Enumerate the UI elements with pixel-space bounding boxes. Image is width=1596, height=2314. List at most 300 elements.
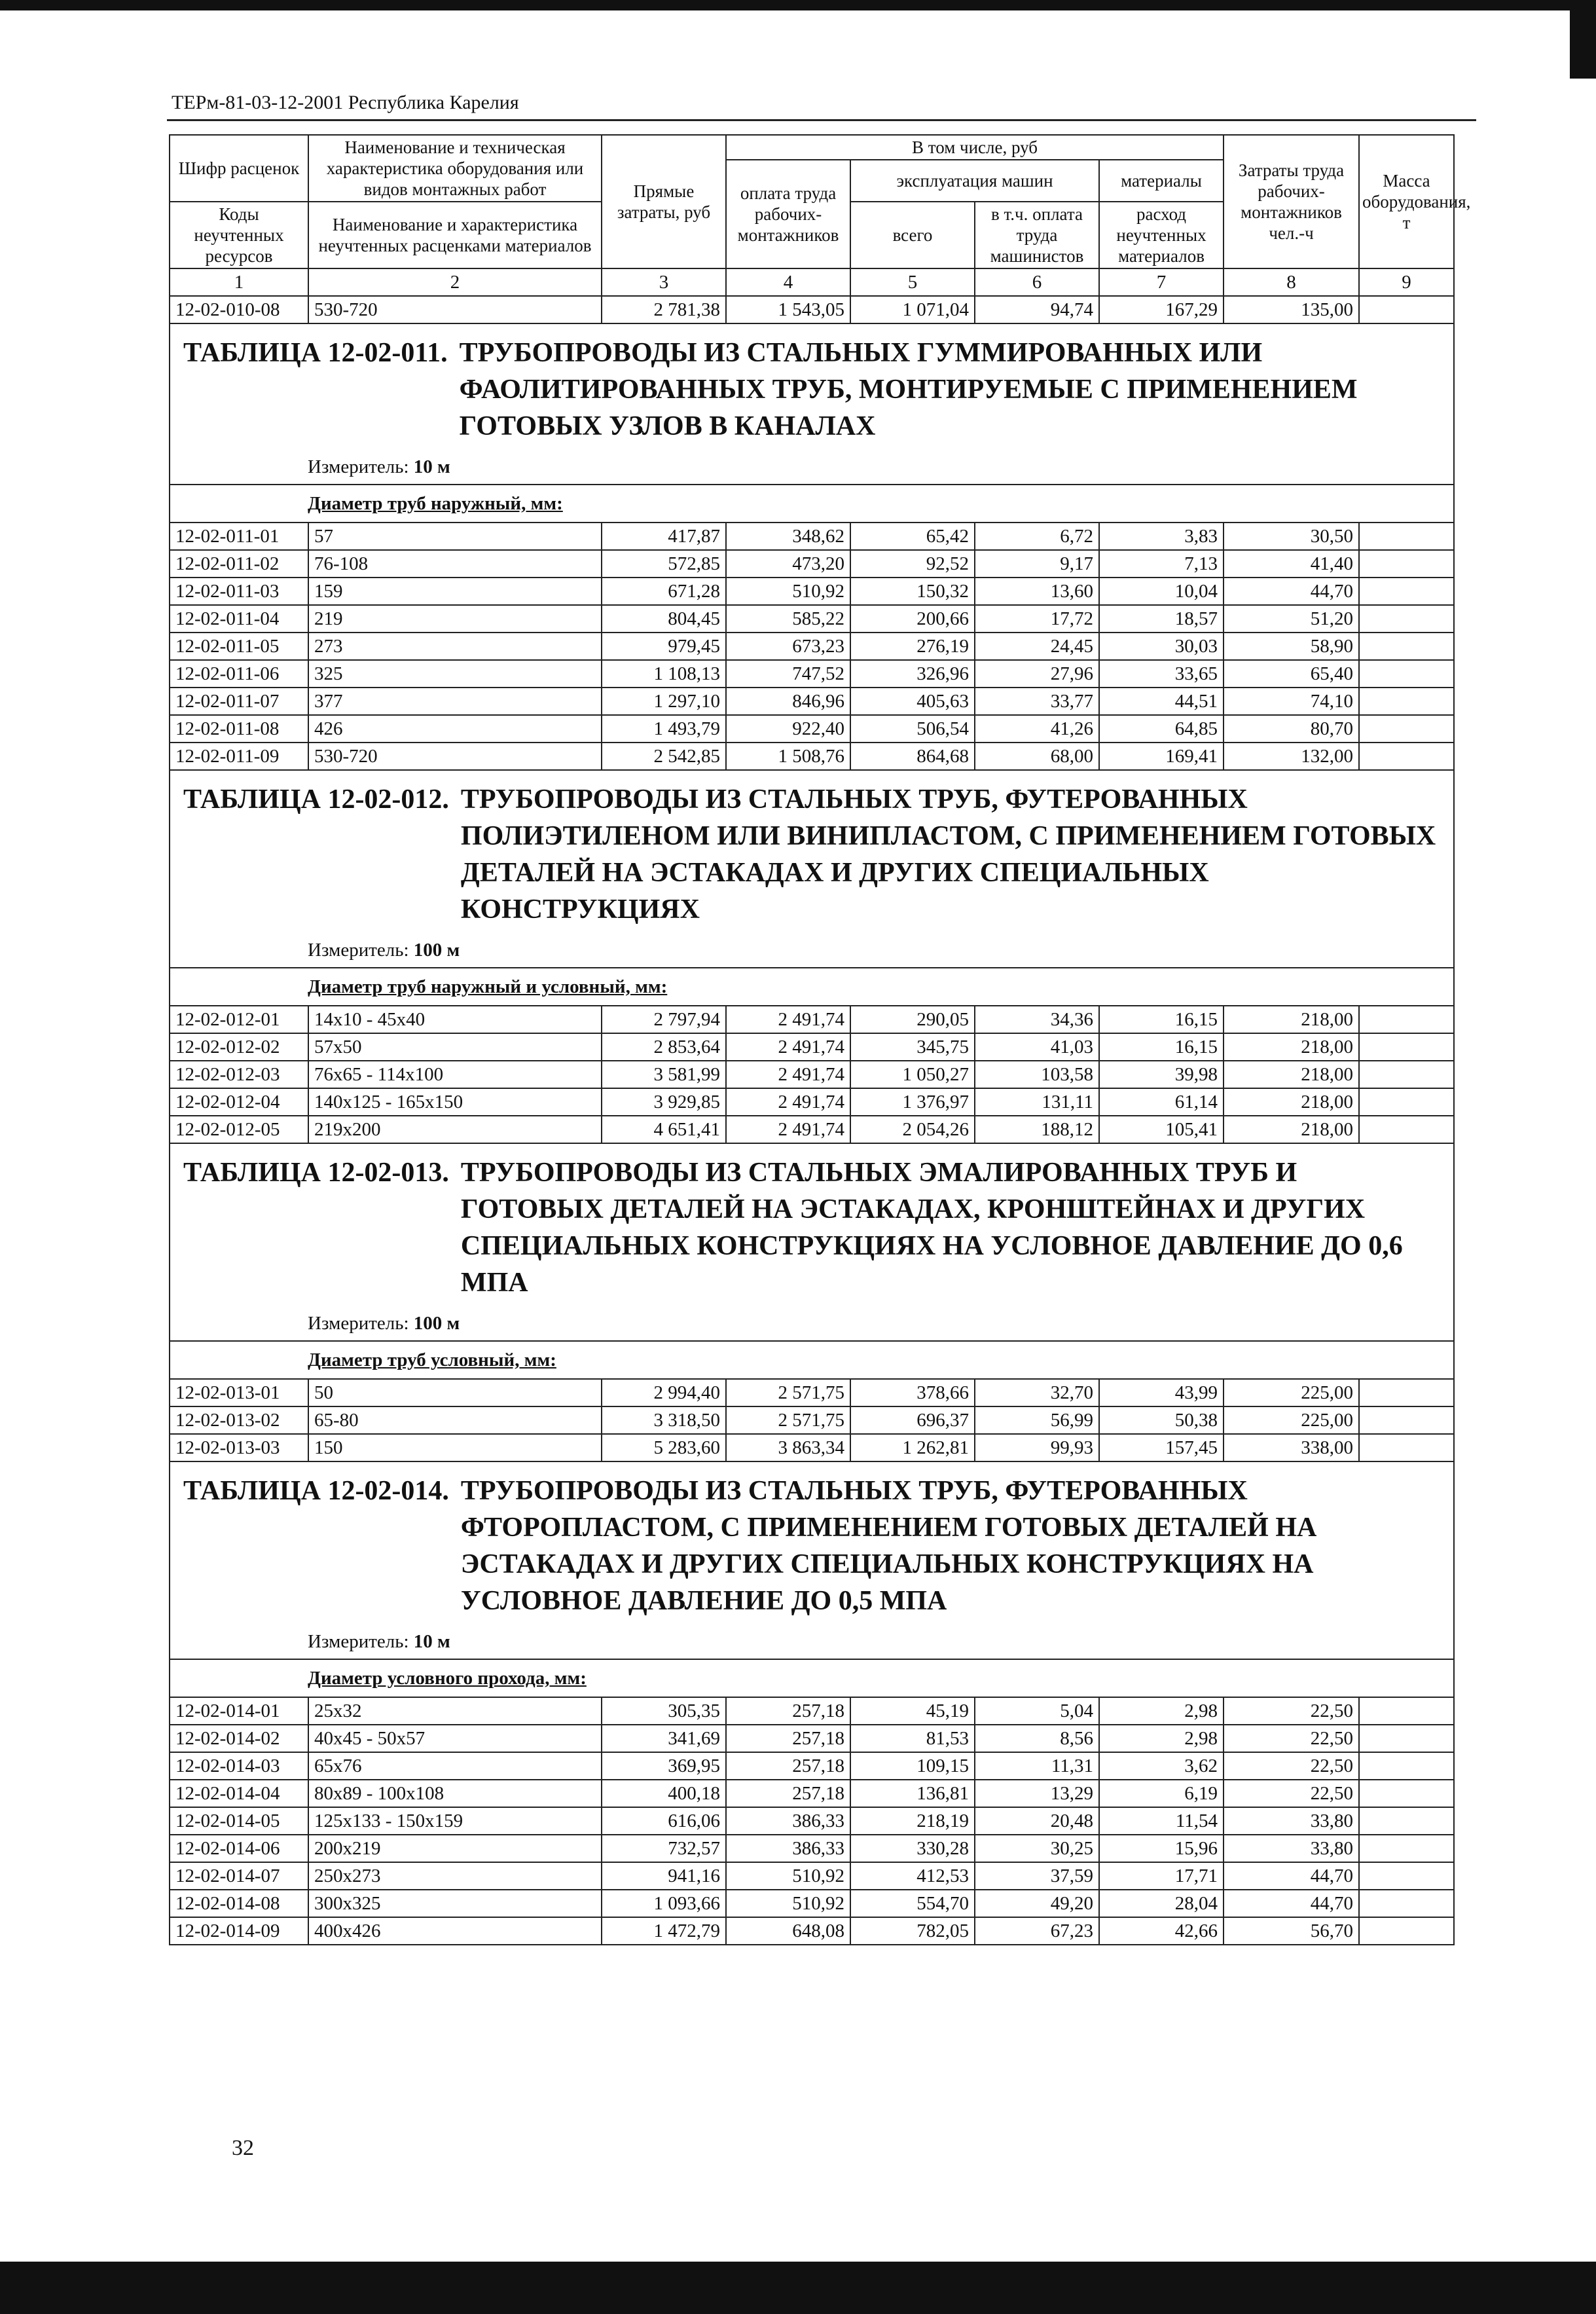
wages-value: 648,08 [726,1917,850,1945]
direct-costs-value: 572,85 [602,550,726,578]
item-name: 25x32 [308,1697,602,1725]
labour-value: 22,50 [1224,1752,1359,1780]
direct-costs-value: 1 493,79 [602,715,726,743]
direct-costs-value: 804,45 [602,605,726,633]
machinists-value: 56,99 [975,1406,1099,1434]
measure-row [170,450,1454,485]
machines-value: 1 376,97 [850,1088,975,1116]
wages-value: 3 863,34 [726,1434,850,1461]
diameter-subheader [170,968,1454,1006]
labour-value: 33,80 [1224,1807,1359,1835]
measure [170,450,1454,485]
diameter-subheader-text: Диаметр труб наружный и условный, мм: [308,976,668,997]
mass-value [1359,550,1454,578]
rate-code: 12-02-011-09 [170,743,308,770]
wages-value: 2 491,74 [726,1116,850,1143]
machinists-value: 131,11 [975,1088,1099,1116]
item-name: 40x45 - 50x57 [308,1725,602,1752]
direct-costs-value: 5 283,60 [602,1434,726,1461]
rate-code: 12-02-014-01 [170,1697,308,1725]
mass-value [1359,296,1454,323]
rate-code: 12-02-014-04 [170,1780,308,1807]
labour-value: 41,40 [1224,550,1359,578]
mass-value [1359,1406,1454,1434]
machines-value: 1 071,04 [850,296,975,323]
header-material-use: расход неучтенных материалов [1099,202,1224,268]
materials-value: 3,83 [1099,523,1224,550]
wages-value: 1 543,05 [726,296,850,323]
wages-value: 1 508,76 [726,743,850,770]
table-code: ТАБЛИЦА 12-02-011. [183,338,448,368]
table-row [170,1835,1454,1862]
labour-value: 33,80 [1224,1835,1359,1862]
labour-value: 218,00 [1224,1061,1359,1088]
measure-row [170,1625,1454,1659]
rate-code: 12-02-014-05 [170,1807,308,1835]
subheader-row [170,968,1454,1006]
rate-code: 12-02-011-04 [170,605,308,633]
subheader-row [170,1341,1454,1379]
machines-value: 109,15 [850,1752,975,1780]
table-title [170,1461,1454,1625]
item-name: 400x426 [308,1917,602,1945]
item-name: 14x10 - 45x40 [308,1006,602,1033]
table-title-text [183,1473,1440,1619]
direct-costs-value: 3 318,50 [602,1406,726,1434]
machinists-value: 17,72 [975,605,1099,633]
mass-value [1359,1434,1454,1461]
machines-value: 81,53 [850,1725,975,1752]
rates-table [169,134,1471,1945]
table-code: ТАБЛИЦА 12-02-013. [183,1158,449,1188]
measure-label: Измеритель: [308,940,409,961]
table-title-row [170,323,1454,450]
mass-value [1359,715,1454,743]
diameter-subheader-text: Диаметр труб наружный, мм: [308,493,563,514]
item-name: 530-720 [308,296,602,323]
machines-value: 345,75 [850,1033,975,1061]
header-code: Шифр расценок [170,135,308,202]
labour-value: 44,70 [1224,1890,1359,1917]
table-name: ТРУБОПРОВОДЫ ИЗ СТАЛЬНЫХ ТРУБ, ФУТЕРОВАННЫХ ПОЛИЭТИЛЕНОМ ИЛИ ВИНИПЛАСТОМ, С ПРИМЕНЕНИЕМ ГОТОВЫХ ДЕТАЛЕЙ НА ЭСТАКАДАХ И ДРУГИХ СПЕЦИАЛЬНЫХ КОНСТРУКЦИЯХ [460,784,1436,925]
item-name: 300x325 [308,1890,602,1917]
machinists-value: 13,60 [975,578,1099,605]
table-row [170,1379,1454,1406]
wages-value: 2 491,74 [726,1061,850,1088]
machinists-value: 27,96 [975,660,1099,688]
machines-value: 412,53 [850,1862,975,1890]
labour-value: 56,70 [1224,1917,1359,1945]
machines-value: 290,05 [850,1006,975,1033]
item-name: 250x273 [308,1862,602,1890]
direct-costs-value: 417,87 [602,523,726,550]
machines-value: 864,68 [850,743,975,770]
item-name: 65x76 [308,1752,602,1780]
mass-value [1359,1835,1454,1862]
item-name: 219 [308,605,602,633]
table-row [170,605,1454,633]
measure-row [170,1306,1454,1341]
machines-value: 1 262,81 [850,1434,975,1461]
wages-value: 257,18 [726,1725,850,1752]
labour-value: 22,50 [1224,1725,1359,1752]
direct-costs-value: 1 108,13 [602,660,726,688]
materials-value: 28,04 [1099,1890,1224,1917]
wages-value: 257,18 [726,1697,850,1725]
direct-costs-value: 2 994,40 [602,1379,726,1406]
item-name: 426 [308,715,602,743]
rate-code: 12-02-012-04 [170,1088,308,1116]
rate-code: 12-02-013-01 [170,1379,308,1406]
table-row [170,1406,1454,1434]
rate-code: 12-02-014-07 [170,1862,308,1890]
table-row [170,715,1454,743]
wages-value: 510,92 [726,578,850,605]
column-number: 4 [726,268,850,296]
machinists-value: 41,26 [975,715,1099,743]
mass-value [1359,660,1454,688]
table-row [170,578,1454,605]
wages-value: 2 491,74 [726,1088,850,1116]
wages-value: 846,96 [726,688,850,715]
wages-value: 473,20 [726,550,850,578]
machinists-value: 20,48 [975,1807,1099,1835]
materials-value: 169,41 [1099,743,1224,770]
header-labour: Затраты труда рабочих-монтажников чел.-ч [1224,135,1359,268]
mass-value [1359,523,1454,550]
materials-value: 6,19 [1099,1780,1224,1807]
item-name: 57x50 [308,1033,602,1061]
materials-value: 39,98 [1099,1061,1224,1088]
table-row [170,1890,1454,1917]
rate-code: 12-02-011-08 [170,715,308,743]
table-row [170,1752,1454,1780]
item-name: 325 [308,660,602,688]
materials-value: 44,51 [1099,688,1224,715]
wages-value: 2 571,75 [726,1406,850,1434]
table-row [170,633,1454,660]
header-rule [167,119,1476,121]
measure-value: 10 м [413,1631,450,1652]
materials-value: 16,15 [1099,1006,1224,1033]
materials-value: 61,14 [1099,1088,1224,1116]
table-title-row [170,770,1454,933]
table-sections [170,323,1454,1945]
machinists-value: 99,93 [975,1434,1099,1461]
machines-value: 45,19 [850,1697,975,1725]
direct-costs-value: 732,57 [602,1835,726,1862]
labour-value: 22,50 [1224,1780,1359,1807]
header-name: Наименование и техническая характеристика оборудования или видов монтажных работ [308,135,602,202]
wages-value: 348,62 [726,523,850,550]
measure [170,1306,1454,1341]
direct-costs-value: 400,18 [602,1780,726,1807]
materials-value: 50,38 [1099,1406,1224,1434]
machinists-value: 37,59 [975,1862,1099,1890]
mass-value [1359,1006,1454,1033]
labour-value: 135,00 [1224,296,1359,323]
mass-value [1359,605,1454,633]
header-machines: эксплуатация машин [850,160,1099,202]
materials-value: 16,15 [1099,1033,1224,1061]
table-row [170,1033,1454,1061]
machines-value: 782,05 [850,1917,975,1945]
rate-code: 12-02-011-05 [170,633,308,660]
machines-value: 1 050,27 [850,1061,975,1088]
materials-value: 33,65 [1099,660,1224,688]
wages-value: 386,33 [726,1835,850,1862]
mass-value [1359,743,1454,770]
wages-value: 2 491,74 [726,1033,850,1061]
mass-value [1359,1752,1454,1780]
mass-value [1359,1725,1454,1752]
measure-row [170,933,1454,968]
rate-code: 12-02-011-06 [170,660,308,688]
header-machinists-wages: в т.ч. оплата труда машинистов [975,202,1099,268]
materials-value: 18,57 [1099,605,1224,633]
table-row [170,523,1454,550]
labour-value: 132,00 [1224,743,1359,770]
labour-value: 218,00 [1224,1006,1359,1033]
diameter-subheader [170,1659,1454,1697]
rate-code: 12-02-012-05 [170,1116,308,1143]
mass-value [1359,688,1454,715]
diameter-subheader [170,485,1454,523]
column-number: 5 [850,268,975,296]
mass-value [1359,1780,1454,1807]
mass-value [1359,578,1454,605]
machinists-value: 9,17 [975,550,1099,578]
direct-costs-value: 4 651,41 [602,1116,726,1143]
table-row [170,1116,1454,1143]
materials-value: 10,04 [1099,578,1224,605]
machines-value: 200,66 [850,605,975,633]
machinists-value: 8,56 [975,1725,1099,1752]
mass-value [1359,1917,1454,1945]
item-name: 76x65 - 114x100 [308,1061,602,1088]
diameter-subheader-text: Диаметр условного прохода, мм: [308,1668,587,1689]
table-title-text [183,335,1440,445]
measure-value: 100 м [413,1313,460,1334]
labour-value: 225,00 [1224,1406,1359,1434]
table-row [170,1807,1454,1835]
machinists-value: 30,25 [975,1835,1099,1862]
table-name: ТРУБОПРОВОДЫ ИЗ СТАЛЬНЫХ ЭМАЛИРОВАННЫХ ТРУБ И ГОТОВЫХ ДЕТАЛЕЙ НА ЭСТАКАДАХ, КРОНШТЕЙНАХ И ДРУГИХ СПЕЦИАЛЬНЫХ КОНСТРУКЦИЯХ НА УСЛОВНОЕ ДАВЛЕНИЕ ДО 0,6 МПА [460,1158,1403,1298]
rate-code: 12-02-011-01 [170,523,308,550]
wages-value: 747,52 [726,660,850,688]
rate-code: 12-02-014-06 [170,1835,308,1862]
item-name: 140x125 - 165x150 [308,1088,602,1116]
rate-code: 12-02-011-07 [170,688,308,715]
direct-costs-value: 305,35 [602,1697,726,1725]
machinists-value: 11,31 [975,1752,1099,1780]
table-row [170,1917,1454,1945]
labour-value: 58,90 [1224,633,1359,660]
materials-value: 157,45 [1099,1434,1224,1461]
column-number: 1 [170,268,308,296]
materials-value: 30,03 [1099,633,1224,660]
diameter-subheader-text: Диаметр труб условный, мм: [308,1350,556,1370]
machinists-value: 5,04 [975,1697,1099,1725]
direct-costs-value: 341,69 [602,1725,726,1752]
mass-value [1359,633,1454,660]
header-resource-codes: Коды неучтенных ресурсов [170,202,308,268]
labour-value: 44,70 [1224,1862,1359,1890]
wages-value: 2 491,74 [726,1006,850,1033]
mass-value [1359,1379,1454,1406]
materials-value: 64,85 [1099,715,1224,743]
running-header: ТЕРм-81-03-12-2001 Республика Карелия [172,92,519,113]
mass-value [1359,1033,1454,1061]
machines-value: 218,19 [850,1807,975,1835]
table-row [170,1862,1454,1890]
labour-value: 80,70 [1224,715,1359,743]
direct-costs-value: 1 093,66 [602,1890,726,1917]
item-name: 80x89 - 100x108 [308,1780,602,1807]
measure-label: Измеритель: [308,1313,409,1334]
labour-value: 65,40 [1224,660,1359,688]
header-materials: материалы [1099,160,1224,202]
machines-value: 65,42 [850,523,975,550]
machines-value: 506,54 [850,715,975,743]
table-title-row [170,1461,1454,1625]
materials-value: 43,99 [1099,1379,1224,1406]
materials-value: 105,41 [1099,1116,1224,1143]
machines-value: 276,19 [850,633,975,660]
machines-value: 92,52 [850,550,975,578]
measure [170,933,1454,968]
direct-costs-value: 941,16 [602,1862,726,1890]
measure-value: 100 м [413,940,460,961]
direct-costs-value: 671,28 [602,578,726,605]
table-row [170,1780,1454,1807]
direct-costs-value: 2 542,85 [602,743,726,770]
materials-value: 2,98 [1099,1725,1224,1752]
labour-value: 51,20 [1224,605,1359,633]
machines-value: 405,63 [850,688,975,715]
machines-value: 2 054,26 [850,1116,975,1143]
header-in-total: В том числе, руб [726,135,1224,160]
machinists-value: 49,20 [975,1890,1099,1917]
header-mass: Масса оборудования, т [1359,135,1454,268]
measure [170,1625,1454,1659]
machines-value: 330,28 [850,1835,975,1862]
machinists-value: 24,45 [975,633,1099,660]
machinists-value: 188,12 [975,1116,1099,1143]
table-name: ТРУБОПРОВОДЫ ИЗ СТАЛЬНЫХ ТРУБ, ФУТЕРОВАННЫХ ФТОРОПЛАСТОМ, С ПРИМЕНЕНИЕМ ГОТОВЫХ ДЕТАЛЕЙ НА ЭСТАКАДАХ И ДРУГИХ СПЕЦИАЛЬНЫХ КОНСТРУКЦИЯХ НА УСЛОВНОЕ ДАВЛЕНИЕ ДО 0,5 МПА [460,1476,1317,1616]
table-row [170,1088,1454,1116]
machines-value: 378,66 [850,1379,975,1406]
wages-value: 673,23 [726,633,850,660]
materials-value: 17,71 [1099,1862,1224,1890]
machinists-value: 103,58 [975,1061,1099,1088]
wages-value: 510,92 [726,1862,850,1890]
direct-costs-value: 2 781,38 [602,296,726,323]
header-wages: оплата труда рабочих-монтажников [726,160,850,268]
table-title-text [183,781,1440,928]
direct-costs-value: 3 581,99 [602,1061,726,1088]
item-name: 200x219 [308,1835,602,1862]
table-title-text [183,1154,1440,1301]
item-name: 219x200 [308,1116,602,1143]
direct-costs-value: 2 853,64 [602,1033,726,1061]
wages-value: 257,18 [726,1752,850,1780]
scan-edge-corner [1570,0,1596,79]
materials-value: 167,29 [1099,296,1224,323]
item-name: 377 [308,688,602,715]
machinists-value: 41,03 [975,1033,1099,1061]
machines-value: 150,32 [850,578,975,605]
rate-code: 12-02-012-01 [170,1006,308,1033]
subheader-row [170,485,1454,523]
labour-value: 30,50 [1224,523,1359,550]
rate-code: 12-02-014-08 [170,1890,308,1917]
item-name: 530-720 [308,743,602,770]
labour-value: 74,10 [1224,688,1359,715]
scan-edge-bottom [0,2262,1596,2314]
rate-code: 12-02-014-03 [170,1752,308,1780]
direct-costs-value: 1 297,10 [602,688,726,715]
labour-value: 44,70 [1224,578,1359,605]
table-row [170,743,1454,770]
column-number: 6 [975,268,1099,296]
materials-value: 11,54 [1099,1807,1224,1835]
mass-value [1359,1697,1454,1725]
table-name: ТРУБОПРОВОДЫ ИЗ СТАЛЬНЫХ ГУММИРОВАННЫХ ИЛИ ФАОЛИТИРОВАННЫХ ТРУБ, МОНТИРУЕМЫЕ С ПРИМЕНЕНИЕМ ГОТОВЫХ УЗЛОВ В КАНАЛАХ [459,338,1358,441]
rate-code: 12-02-014-09 [170,1917,308,1945]
item-name: 76-108 [308,550,602,578]
machinists-value: 67,23 [975,1917,1099,1945]
column-number: 3 [602,268,726,296]
direct-costs-value: 1 472,79 [602,1917,726,1945]
header-direct-costs: Прямые затраты, руб [602,135,726,268]
mass-value [1359,1061,1454,1088]
rate-code: 12-02-013-03 [170,1434,308,1461]
header-machines-total: всего [850,202,975,268]
machinists-value: 32,70 [975,1379,1099,1406]
materials-value: 3,62 [1099,1752,1224,1780]
measure-label: Измеритель: [308,1631,409,1652]
materials-value: 42,66 [1099,1917,1224,1945]
table-title [170,1143,1454,1306]
item-name: 150 [308,1434,602,1461]
materials-value: 15,96 [1099,1835,1224,1862]
item-name: 125x133 - 150x159 [308,1807,602,1835]
rate-code: 12-02-013-02 [170,1406,308,1434]
wages-value: 922,40 [726,715,850,743]
direct-costs-value: 2 797,94 [602,1006,726,1033]
wages-value: 585,22 [726,605,850,633]
measure-label: Измеритель: [308,456,409,477]
mass-value [1359,1116,1454,1143]
column-number: 9 [1359,268,1454,296]
direct-costs-value: 369,95 [602,1752,726,1780]
labour-value: 225,00 [1224,1379,1359,1406]
direct-costs-value: 3 929,85 [602,1088,726,1116]
header-material-name: Наименование и характеристика неучтенных расценками материалов [308,202,602,268]
wages-value: 257,18 [726,1780,850,1807]
wages-value: 386,33 [726,1807,850,1835]
item-name: 57 [308,523,602,550]
direct-costs-value: 616,06 [602,1807,726,1835]
labour-value: 338,00 [1224,1434,1359,1461]
measure-value: 10 м [413,456,450,477]
page-number: 32 [232,2136,254,2160]
table-title [170,770,1454,933]
machinists-value: 94,74 [975,296,1099,323]
item-name: 65-80 [308,1406,602,1434]
table-title-row [170,1143,1454,1306]
